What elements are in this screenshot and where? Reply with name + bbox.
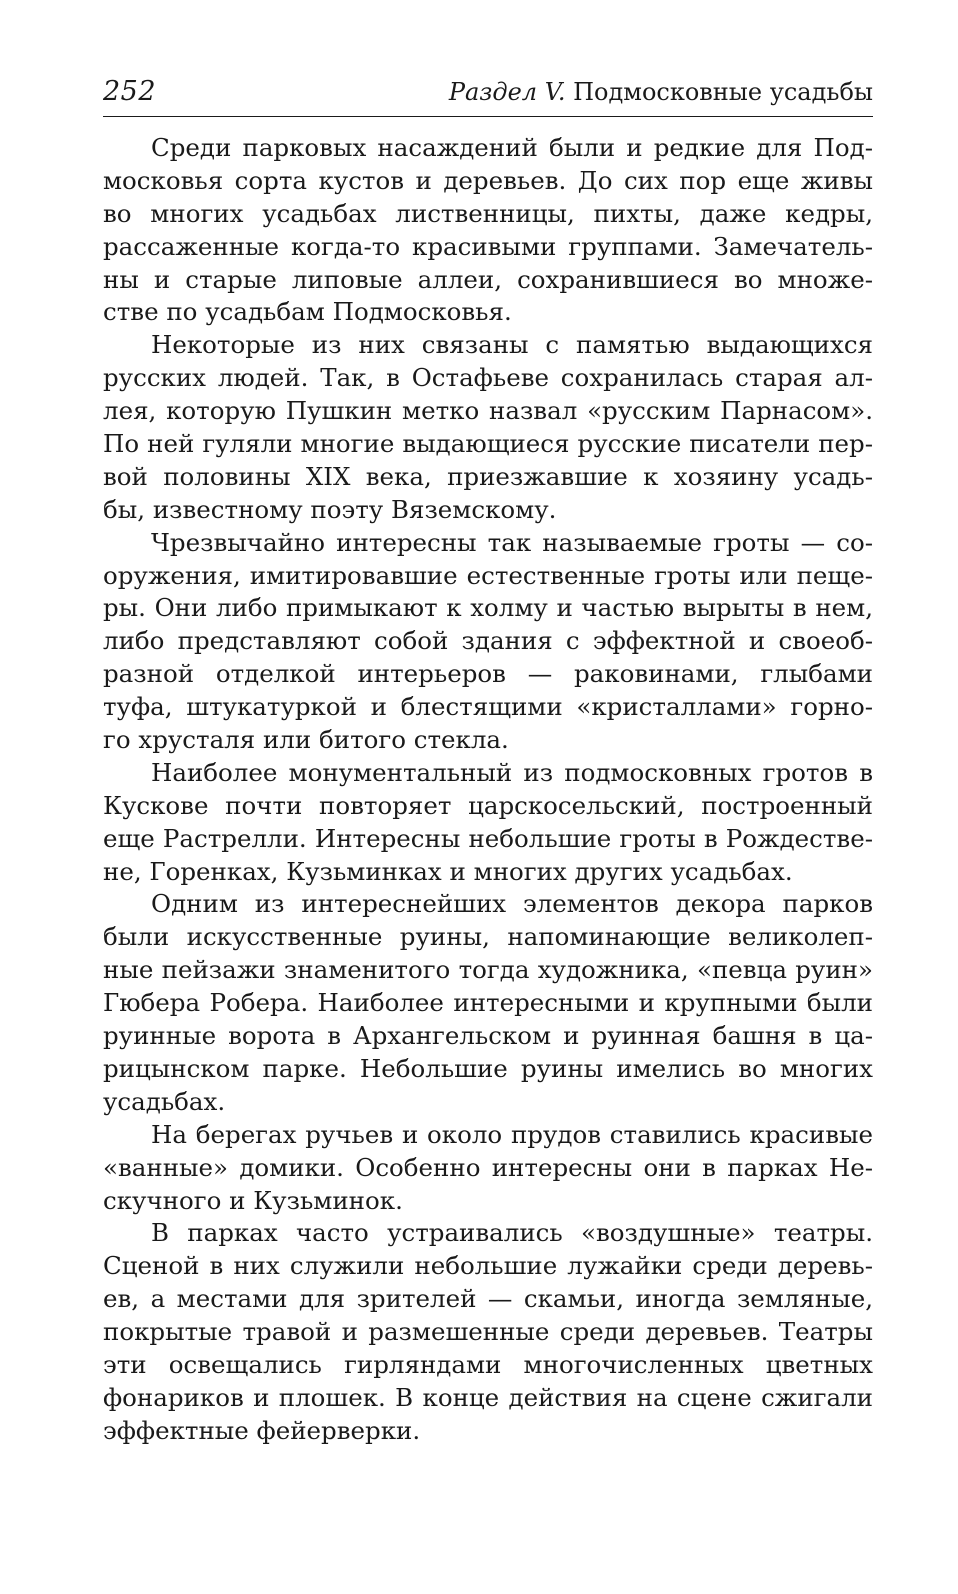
body-text [103,132,873,1448]
text-line: рассаженные когда-то красивыми группами. Замечатель- [103,231,873,261]
text-line: во многих усадьбах лиственницы, пихты, даже кедры, [103,198,873,228]
page-number: 252 [103,76,157,107]
text-line: Наиболее монументальный из подмосковных гротов в [151,757,873,787]
text-line: руинные ворота в Архангельском и руинная башня в ца- [103,1021,873,1051]
text-line: Некоторые из них связаны с памятью выдающихся [151,330,873,360]
text-line: разной отделкой интерьеров — раковинами, глыбами [103,659,873,689]
text-line: На берегах ручьев и около прудов ставились красивые [151,1119,873,1149]
text-line: фонариков и плошек. В конце действия на сцене сжигали [103,1382,873,1412]
running-head [449,78,873,106]
text-line: эффектные фейерверки. [103,1415,421,1445]
section-label: Раздел V. [448,78,566,106]
section-title: Подмосковные усадьбы [573,78,873,106]
text-line: скучного и Кузьминок. [103,1185,403,1215]
text-line: бы, известному поэту Вяземскому. [103,494,557,524]
text-line: туфа, штукатуркой и блестящими «кристаллами» горно- [103,692,873,722]
text-line: московья сорта кустов и деревьев. До сих пор еще живы [103,165,873,195]
paragraph [103,1119,873,1218]
paragraph [103,1217,873,1447]
text-line: го хрусталя или битого стекла. [103,725,509,755]
text-line: покрытые травой и размешенные среди деревьев. Театры [103,1317,873,1347]
text-line: лея, которую Пушкин метко назвал «русским Парнасом». [103,396,873,426]
text-line: Гюбера Робера. Наиболее интересными и крупными были [103,988,873,1018]
text-line: не, Горенках, Кузьминках и многих других усадьбах. [103,856,793,886]
text-line: еще Растрелли. Интересны небольшие гроты в Рождестве- [103,823,873,853]
text-line: В парках часто устраивались «воздушные» театры. [151,1218,873,1248]
text-line: ев, а местами для зрителей — скамьи, иногда земляные, [103,1284,873,1314]
text-line: Одним из интереснейших элементов декора парков [151,889,873,919]
page-header [103,76,873,117]
paragraph [103,527,873,757]
text-line: Сценой в них служили небольшие лужайки среди деревь- [103,1251,873,1281]
text-line: либо представляют собой здания с эффектной и своеоб- [103,626,873,656]
text-line: ры. Они либо примыкают к холму и частью вырыты в нем, [103,593,873,623]
paragraph [103,329,873,526]
paragraph [103,132,873,329]
text-line: усадьбах. [103,1086,226,1116]
text-line: «ванные» домики. Особенно интересны они в парках Не- [103,1152,873,1182]
text-line: Кускове почти повторяет царскосельский, построенный [103,790,873,820]
text-line: рицынском парке. Небольшие руины имелись во многих [103,1053,873,1083]
text-line: русских людей. Так, в Остафьеве сохранилась старая ал- [103,363,873,393]
text-line: ны и старые липовые аллеи, сохранившиеся во множе- [103,264,873,294]
paragraph [103,888,873,1118]
text-line: ные пейзажи знаменитого тогда художника, «певца руин» [103,955,873,985]
text-line: По ней гуляли многие выдающиеся русские писатели пер- [103,429,873,459]
text-line: вой половины XIX века, приезжавшие к хозяину усадь- [103,461,873,491]
text-line: были искусственные руины, напоминающие великолеп- [103,922,873,952]
text-line: стве по усадьбам Подмосковья. [103,297,512,327]
text-line: эти освещались гирляндами многочисленных цветных [103,1349,873,1379]
text-line: оружения, имитировавшие естественные гроты или пеще- [103,560,873,590]
text-line: Чрезвычайно интересны так называемые гроты — со- [151,527,873,557]
paragraph [103,757,873,889]
text-line: Среди парковых насаждений были и редкие для Под- [151,133,873,162]
